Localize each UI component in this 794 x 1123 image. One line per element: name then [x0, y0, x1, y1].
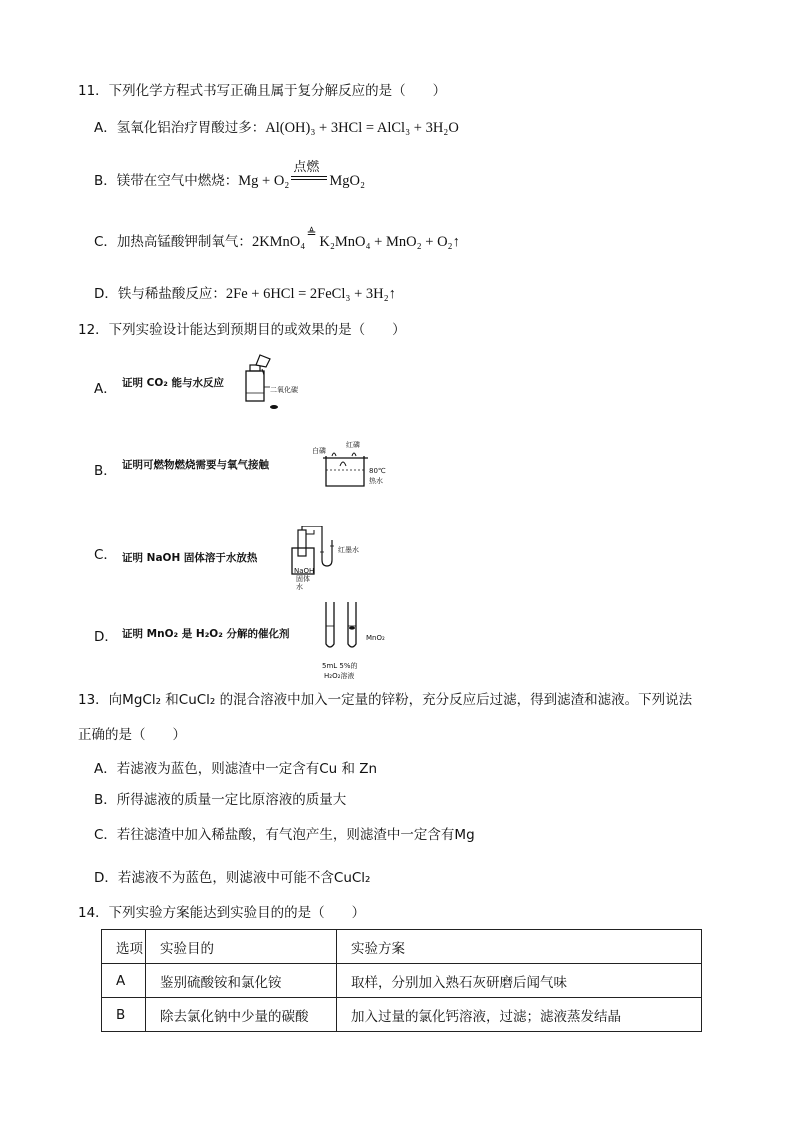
q12-d-label: D． [94, 629, 118, 645]
q11-d-label: D． [94, 286, 118, 302]
q12-d-label-h2o2: H₂O₂溶液 [324, 672, 355, 680]
table-row [102, 998, 702, 1032]
table-header-cell: 实验方案 [337, 930, 702, 964]
q11-a-equation: Al(OH)₃ + 3HCl = AlCl₃ + 3H₂O [265, 120, 459, 136]
q12-b-label-hot-water: 热水 [369, 477, 383, 485]
q12-a-label: A． [94, 381, 117, 397]
q11-c-eq-left: 2KMnO₄ [251, 234, 306, 250]
table-cell: B [102, 998, 146, 1032]
q12-b-label-temp: 80℃ [369, 467, 386, 475]
q11-b-eq-right: MgO₂ [329, 173, 366, 189]
q12-b-label: B． [94, 463, 117, 479]
q11-option-d [94, 285, 396, 303]
q11-option-c [94, 226, 460, 251]
q11-b-reaction-arrow [291, 160, 327, 185]
q11-a-label: A． [94, 120, 117, 136]
q13-option-b: B．所得滤液的质量一定比原溶液的质量大 [94, 792, 347, 808]
table-header-cell: 选项 [102, 930, 146, 964]
q12-c-label-naoh: NaOH [294, 567, 315, 575]
q11-b-eq-left: Mg + O₂ [238, 173, 290, 189]
q12-a-fig-label: 二氧化碳 [270, 386, 298, 394]
q12-a-text: 证明 CO₂ 能与水反应 [122, 377, 225, 389]
table-row [102, 964, 702, 998]
q12-stem: 12．下列实验设计能达到预期目的或效果的是（ ） [78, 322, 406, 338]
q14-table [101, 929, 702, 1032]
q11-a-text: 氢氧化铝治疗胃酸过多： [116, 120, 266, 136]
q12-d-text: 证明 MnO₂ 是 H₂O₂ 分解的催化剂 [122, 628, 290, 640]
table-cell: 加入过量的氯化钙溶液，过滤；滤液蒸发结晶 [337, 998, 702, 1032]
table-cell: 除去氯化钠中少量的碳酸 [146, 998, 337, 1032]
table-header-row [102, 930, 702, 964]
q12-c-label-ink: 红墨水 [338, 546, 359, 554]
q11-option-b [94, 160, 366, 190]
q13-stem-line1: 13．向MgCl₂ 和CuCl₂ 的混合溶液中加入一定量的锌粉，充分反应后过滤，得到滤渣和滤液。下列说法 [78, 692, 693, 708]
table-cell: 取样，分别加入熟石灰研磨后闻气味 [337, 964, 702, 998]
q13-option-c: C．若往滤渣中加入稀盐酸，有气泡产生，则滤渣中一定含有Mg [94, 827, 475, 843]
q11-b-label: B． [94, 173, 117, 189]
q12-d-label-mno2: MnO₂ [366, 634, 385, 642]
q11-c-condition: ≜ [306, 226, 317, 240]
q11-option-a [94, 119, 459, 137]
table-header-cell: 实验目的 [146, 930, 337, 964]
q12-b-label-white-p: 白磷 [312, 447, 326, 455]
q13-option-d: D．若滤液不为蓝色，则滤液中可能不含CuCl₂ [94, 870, 371, 886]
q11-d-text: 铁与稀盐酸反应： [117, 286, 226, 302]
q11-c-eq-right: K₂MnO₄ + MnO₂ + O₂↑ [319, 234, 460, 250]
table-cell: 鉴别硫酸铵和氯化铵 [146, 964, 337, 998]
q11-c-label: C． [94, 234, 117, 250]
q12-c-label-water: 水 [296, 583, 303, 591]
q12-c-text: 证明 NaOH 固体溶于水放热 [122, 552, 258, 564]
q12-b-text: 证明可燃物燃烧需要与氧气接触 [122, 459, 269, 471]
q12-c-label: C． [94, 547, 117, 563]
q11-c-text: 加热高锰酸钾制氧气： [116, 234, 252, 250]
q13-stem-line2: 正确的是（ ） [78, 727, 186, 743]
q11-b-condition: 点燃 [293, 160, 320, 175]
q13-option-a: A．若滤液为蓝色，则滤渣中一定含有Cu 和 Zn [94, 761, 378, 777]
q14-stem: 14．下列实验方案能达到实验目的的是（ ） [78, 905, 366, 921]
q12-b-label-red-p: 红磷 [346, 441, 360, 449]
q11-b-text: 镁带在空气中燃烧： [116, 173, 239, 189]
q11-d-equation: 2Fe + 6HCl = 2FeCl₃ + 3H₂↑ [225, 286, 396, 302]
q12-c-label-solid: 固体 [296, 575, 310, 583]
q12-d-label-volume: 5mL 5%的 [322, 662, 358, 670]
q11-c-reaction-sign [305, 226, 319, 246]
q12-d-figure [322, 600, 364, 656]
table-cell: A [102, 964, 146, 998]
q11-stem: 11．下列化学方程式书写正确且属于复分解反应的是（ ） [78, 83, 447, 99]
